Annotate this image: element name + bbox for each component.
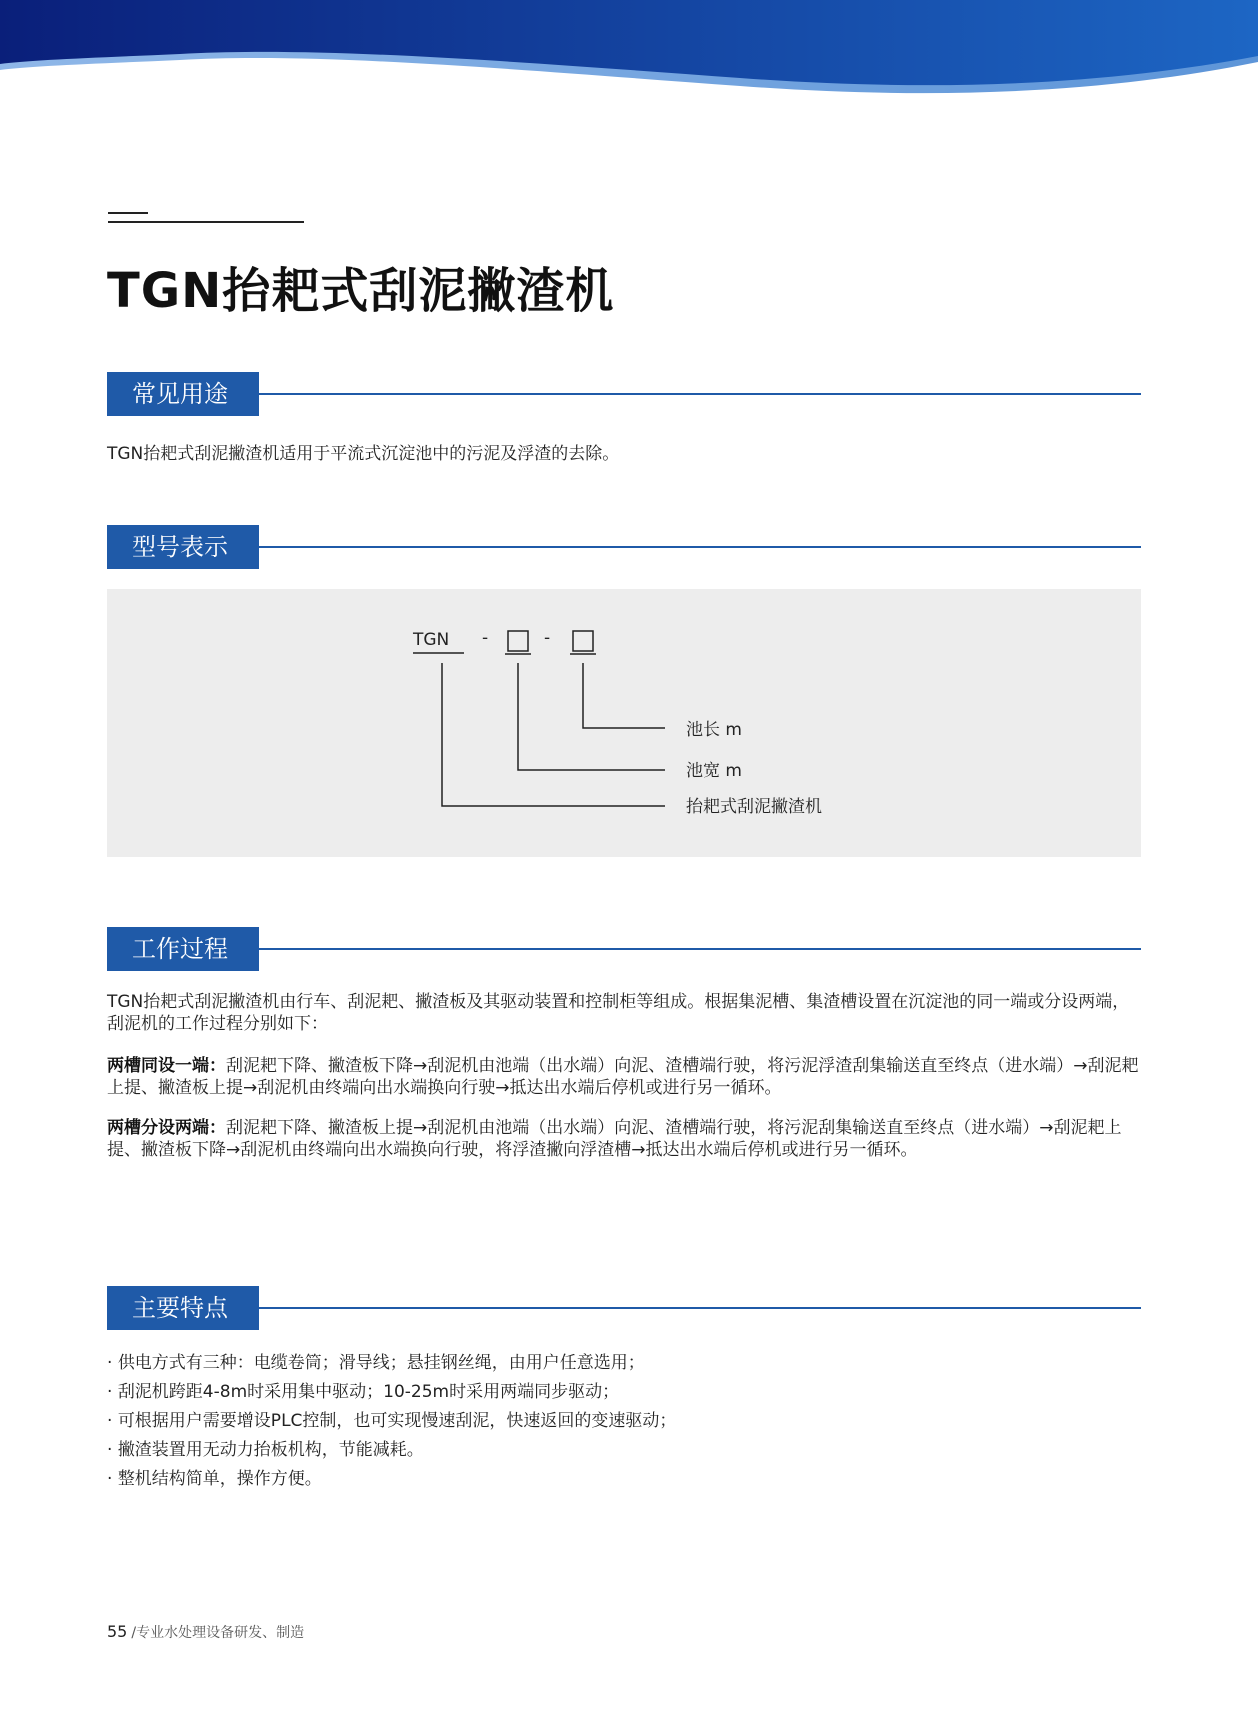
case-1-label: 两槽同设一端：: [107, 1056, 226, 1076]
model-dash-2: -: [544, 628, 551, 648]
leader-width: [518, 663, 665, 770]
page-number: 55: [107, 1622, 128, 1641]
section-divider: [259, 393, 1141, 395]
case-2-label: 两槽分设两端：: [107, 1118, 226, 1138]
feature-item: · 整机结构简单，操作方便。: [107, 1465, 1141, 1494]
section-divider: [259, 546, 1141, 548]
section-divider: [259, 948, 1141, 950]
footer-tagline: /专业水处理设备研发、制造: [131, 1625, 305, 1641]
section-header-usage: [107, 372, 1141, 416]
section-header-model: [107, 525, 1141, 569]
label-machine-type: 抬耙式刮泥撇渣机: [686, 797, 822, 817]
section-tab-label: 型号表示: [107, 525, 259, 569]
feature-item: · 可根据用户需要增设PLC控制，也可实现慢速刮泥，快速返回的变速驱动；: [107, 1407, 1141, 1436]
model-code: TGN: [413, 630, 450, 650]
section-header-process: [107, 927, 1141, 971]
model-designation-diagram: [107, 589, 1141, 857]
section-tab-label: 常见用途: [107, 372, 259, 416]
usage-text: TGN抬耙式刮泥撇渣机适用于平流式沉淀池中的污泥及浮渣的去除。: [107, 444, 620, 464]
feature-item: · 供电方式有三种：电缆卷筒；滑导线；悬挂钢丝绳，由用户任意选用；: [107, 1349, 1141, 1378]
section-tab-label: 主要特点: [107, 1286, 259, 1330]
title-decor-rule: [108, 221, 304, 223]
section-header-features: [107, 1286, 1141, 1330]
label-pool-width: 池宽 m: [686, 761, 742, 781]
model-diagram-lines: [107, 589, 1141, 857]
case-1-text: 刮泥耙下降、撇渣板下降→刮泥机由池端（出水端）向泥、渣槽端行驶，将污泥浮渣刮集输送直至终点（进水端）→刮泥耙上提、撇渣板上提→刮泥机由终端向出水端换向行驶→抵达出水端后停机或进行另一循环。: [107, 1056, 1139, 1098]
section-divider: [259, 1307, 1141, 1309]
case-2-text: 刮泥耙下降、撇渣板上提→刮泥机由池端（出水端）向泥、渣槽端行驶，将污泥刮集输送直至终点（进水端）→刮泥耙上提、撇渣板下降→刮泥机由终端向出水端换向行驶，将浮渣撇向浮渣槽→抵达出水端后停机或进行另一循环。: [107, 1118, 1122, 1160]
title-decor-short-rule: [108, 212, 148, 214]
process-case-1: [107, 1055, 1141, 1099]
header-wave-banner: [0, 0, 1258, 110]
label-pool-length: 池长 m: [686, 720, 742, 740]
feature-list: [107, 1349, 1141, 1494]
process-case-2: [107, 1117, 1141, 1161]
length-placeholder-box: [573, 631, 593, 651]
section-tab-label: 工作过程: [107, 927, 259, 971]
process-intro: TGN抬耙式刮泥撇渣机由行车、刮泥耙、撇渣板及其驱动装置和控制柜等组成。根据集泥槽、集渣槽设置在沉淀池的同一端或分设两端，刮泥机的工作过程分别如下：: [107, 992, 1130, 1034]
feature-item: · 刮泥机跨距4-8m时采用集中驱动；10-25m时采用两端同步驱动；: [107, 1378, 1141, 1407]
feature-item: · 撇渣装置用无动力抬板机构，节能减耗。: [107, 1436, 1141, 1465]
leader-length: [583, 663, 665, 728]
leader-type: [442, 663, 665, 806]
model-dash-1: -: [482, 628, 489, 648]
page-title: TGN抬耙式刮泥撇渣机: [107, 263, 615, 319]
page-footer: [107, 1622, 304, 1642]
width-placeholder-box: [508, 631, 528, 651]
